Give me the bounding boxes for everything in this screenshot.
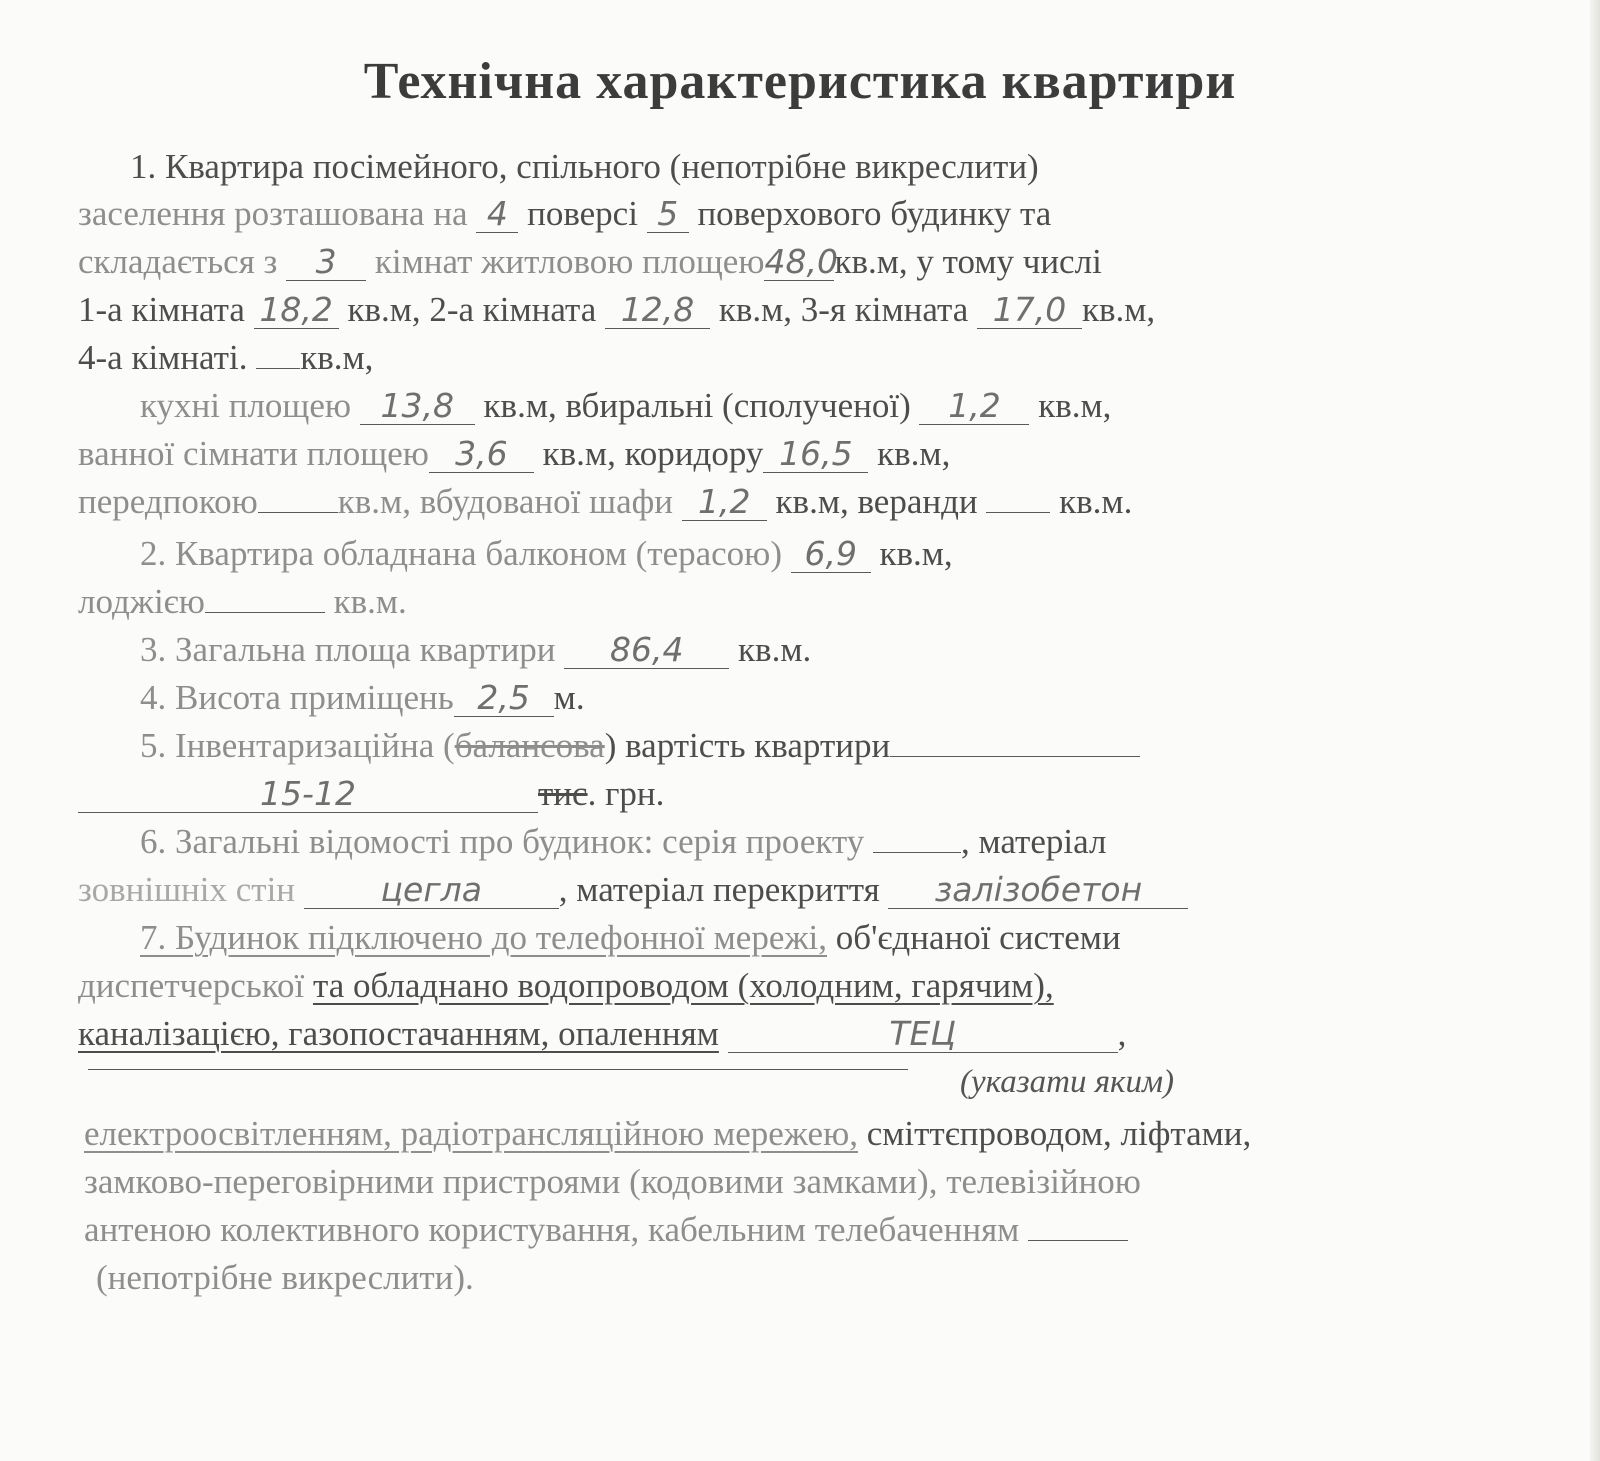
room4-blank <box>256 338 300 369</box>
p7-line4 <box>84 1112 1251 1156</box>
p1-text: кв.м, коридору <box>542 434 764 473</box>
height-value: 2,5 <box>454 680 554 717</box>
p1-text: кв.м, вбиральні (сполученої) <box>483 386 911 425</box>
room1-value: 18,2 <box>254 292 339 329</box>
balcony-value: 6,9 <box>791 536 871 573</box>
p4-text: м. <box>553 678 585 717</box>
p2-text: 2. Квартира обладнана балконом (терасою) <box>140 534 782 573</box>
p7-text: (непотрібне викреслити). <box>96 1258 474 1297</box>
p7-text: замково-переговірними пристроями (кодовими замками), телевізійною <box>84 1162 1141 1201</box>
p1-text: ванної сімнати площею <box>78 434 429 473</box>
cable-tv-blank <box>1028 1210 1128 1241</box>
p1-text: 4-а кімнаті. <box>78 338 248 377</box>
p1-line1 <box>130 145 1039 189</box>
p1-line4 <box>78 288 1155 332</box>
p1-text: кв.м, веранди <box>775 482 978 521</box>
rooms-value: 3 <box>286 244 366 281</box>
p7-line3 <box>78 1012 1126 1056</box>
p7-text: антеною колективного користування, кабельним телебаченням <box>84 1210 1020 1249</box>
p1-line2 <box>78 192 1051 236</box>
bath-value: 3,6 <box>429 436 534 473</box>
p5-text: ) вартість квартири <box>604 726 891 765</box>
p5-line2 <box>78 772 664 816</box>
ceiling-value: залізобетон <box>888 872 1188 909</box>
p6-text: зовнішніх стін <box>78 870 296 909</box>
p7-text: об'єднаної системи <box>827 918 1121 957</box>
p5-text: 5. Інвентаризаційна ( <box>140 726 455 765</box>
p1-line7 <box>78 432 950 476</box>
p1-text: 1. Квартира посімейного, спільного (непотрібне викреслити) <box>130 147 1039 186</box>
p2-text: лоджією <box>78 582 205 621</box>
room3-value: 17,0 <box>977 292 1082 329</box>
p1-text: кімнат житловою площею <box>374 242 765 281</box>
p5-text: . грн. <box>587 774 665 813</box>
p7-text: диспетчерської <box>78 966 313 1005</box>
p7-text: та обладнано водопроводом (холодним, гарячим), <box>312 966 1054 1005</box>
p1-line5 <box>78 336 373 380</box>
p1-text: кв.м, <box>1038 386 1112 425</box>
p3-line <box>140 628 811 672</box>
cost-value: 15-12 <box>78 776 538 813</box>
heating-note: (указати яким) <box>960 1064 1175 1100</box>
kitchen-value: 13,8 <box>360 388 475 425</box>
p1-line8 <box>78 480 1132 524</box>
page-edge <box>1590 0 1600 1461</box>
p7-text: , <box>1117 1014 1127 1053</box>
p6-line2 <box>78 868 1188 912</box>
corridor-value: 16,5 <box>763 436 868 473</box>
value-blank <box>890 726 1140 757</box>
p7-line1 <box>140 916 1121 960</box>
toilet-value: 1,2 <box>919 388 1029 425</box>
veranda-blank <box>986 482 1050 513</box>
p1-text: передпокою <box>78 482 258 521</box>
p7-text: електроосвітленням, радіотрансляційною мережею, <box>84 1114 858 1153</box>
p1-text: складається з <box>78 242 278 281</box>
floor-value: 4 <box>476 196 518 233</box>
p2-line1 <box>140 532 953 576</box>
p1-text: кв.м, вбудованої шафи <box>337 482 674 521</box>
walls-value: цегла <box>304 872 559 909</box>
p2-line2 <box>78 580 407 624</box>
p7-text: 7. Будинок підключено до телефонної мережі, <box>140 918 828 957</box>
p1-text: поверхового будинку та <box>697 194 1052 233</box>
p1-text: 1-а кімната <box>78 290 245 329</box>
p7-line5 <box>84 1160 1141 1204</box>
p6-text: 6. Загальні відомості про будинок: серія проекту <box>140 822 865 861</box>
series-blank <box>873 822 961 853</box>
p1-line6 <box>140 384 1111 428</box>
p7-text: сміттєпроводом, ліфтами, <box>857 1114 1252 1153</box>
heating-value: ТЕЦ <box>728 1016 1118 1053</box>
p1-text: кв.м, 2-а кімната <box>347 290 597 329</box>
hallway-blank <box>258 482 338 513</box>
p7-line6 <box>84 1208 1128 1252</box>
heating-extra-line <box>88 1069 908 1070</box>
p5-line1 <box>140 724 1140 768</box>
p3-text: кв.м. <box>738 630 812 669</box>
p3-text: 3. Загальна площа квартири <box>140 630 556 669</box>
p1-text: кв.м. <box>1059 482 1133 521</box>
wardrobe-value: 1,2 <box>682 484 767 521</box>
p1-text: кв.м, <box>300 338 374 377</box>
p1-line3 <box>78 240 1102 284</box>
total-area-value: 86,4 <box>564 632 729 669</box>
p2-text: кв.м, <box>879 534 953 573</box>
p1-text: кв.м, 3-я кімната <box>718 290 969 329</box>
struck-unit: тис <box>538 774 588 813</box>
loggia-blank <box>205 582 325 613</box>
p1-text: кухні площею <box>140 386 352 425</box>
p7-line2 <box>78 964 1054 1008</box>
living-area-value: 48,0 <box>764 242 838 281</box>
p6-text: , матеріал перекриття <box>558 870 880 909</box>
p6-text: , матеріал <box>961 822 1107 861</box>
p1-text: кв.м, <box>1082 290 1156 329</box>
floors-total-value: 5 <box>647 196 689 233</box>
p4-text: 4. Висота приміщень <box>140 678 454 717</box>
struck-word: балансова <box>454 726 605 765</box>
room2-value: 12,8 <box>605 292 710 329</box>
p7-line7 <box>96 1256 474 1300</box>
p2-text: кв.м. <box>333 582 407 621</box>
p6-line1 <box>140 820 1106 864</box>
document-title: Технічна характеристика квартири <box>363 53 1237 110</box>
p1-text: кв.м, <box>877 434 951 473</box>
p1-text: поверсі <box>527 194 638 233</box>
p1-text: кв.м, у тому числі <box>834 242 1102 281</box>
p4-line <box>140 676 585 720</box>
p1-text: заселення розташована на <box>78 194 468 233</box>
p7-text: каналізацією, газопостачанням, опаленням <box>78 1014 719 1053</box>
